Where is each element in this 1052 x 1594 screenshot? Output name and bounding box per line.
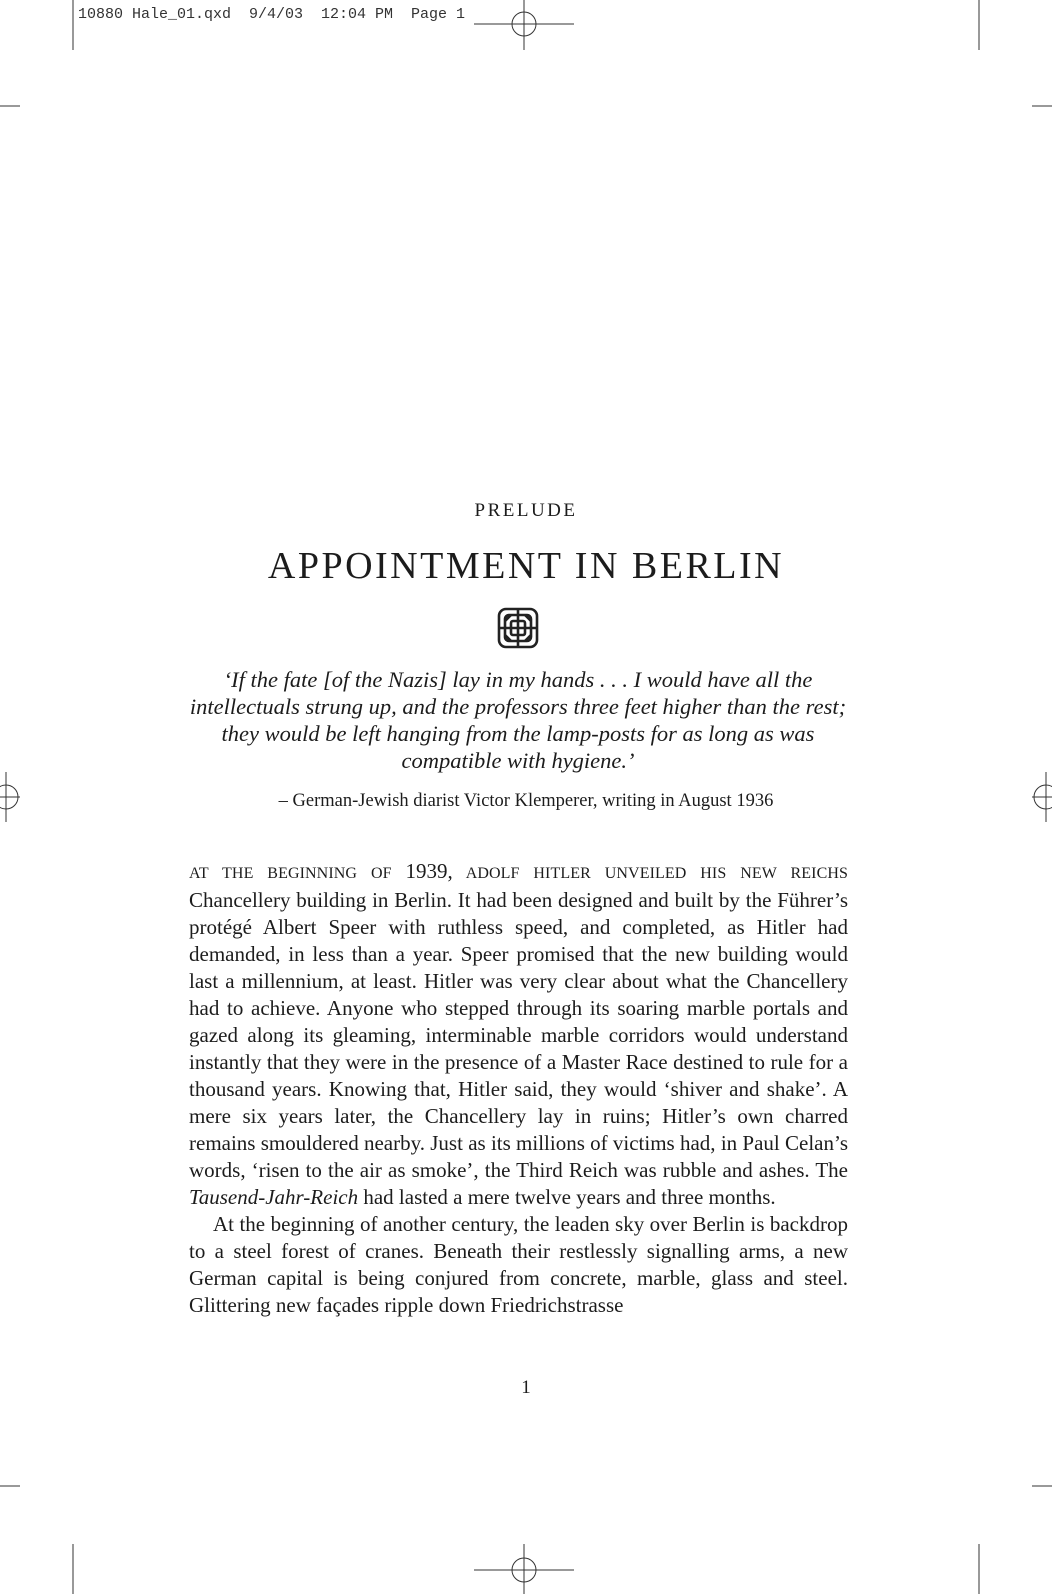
opening-smallcaps-continued: ADOLF HITLER UNVEILED HIS NEW REICHS [452, 865, 849, 882]
body-paragraph [189, 858, 848, 1211]
body-paragraph: At the beginning of another century, the leaden sky over Berlin is backdrop to a steel forest of cranes. Beneath their restlessly signalling arms, a new German capital is being conjured from concrete, marble, glass and steel. Glittering new façades ripple down Friedrichstrasse [189, 1212, 848, 1317]
epigraph-quote: ‘If the fate [of the Nazis] lay in my hands . . . I would have all the intellectuals strung up, and the professors three feet higher than the rest; they would be left hanging from the lamp-posts for as long as was compatible with hygiene.’ [189, 667, 847, 773]
registration-mark-bottom-icon [474, 1544, 574, 1594]
prelude-label: PRELUDE [474, 500, 578, 521]
epigraph-attribution: – German-Jewish diarist Victor Klemperer, writing in August 1936 [278, 791, 774, 811]
celtic-knot-ornament-icon [496, 606, 540, 650]
printer-slug-line: 10880 Hale_01.qxd 9/4/03 12:04 PM Page 1 [78, 6, 466, 23]
chapter-title: APPOINTMENT IN BERLIN [267, 545, 785, 587]
paragraph-text: Chancellery building in Berlin. It had been designed and built by the Führer’s protégé Albert Speer with ruthless speed, and completed, as Hitler had demanded, in less than a year. Speer promised that the new building would last a millennium, at least. Hitler was very clear about what the Chancellery had to achieve. Anyone who stepped through its soaring marble portals and gazed along its gleaming, interminable marble corridors would understand instantly that they were in the presence of a Master Race destined to rule for a thousand years. Knowing that, Hitler said, they would ‘shiver and shake’. A mere six years later, the Chancellery lay in ruins; Hitler’s own charred remains smouldered nearby. Just as its millions of victims had, in Paul Celan’s words, ‘risen to the air as smoke’, the Third Reich was rubble and ashes. The [189, 888, 848, 1182]
registration-mark-top-icon [474, 0, 574, 50]
page-number: 1 [521, 1377, 531, 1398]
chapter-body [189, 858, 848, 1319]
opening-year: 1939, [405, 859, 453, 883]
opening-smallcaps: AT THE BEGINNING OF [189, 865, 406, 882]
italic-term: Tausend-Jahr-Reich [189, 1185, 359, 1209]
paragraph-text-end: had lasted a mere twelve years and three months. [358, 1185, 776, 1209]
